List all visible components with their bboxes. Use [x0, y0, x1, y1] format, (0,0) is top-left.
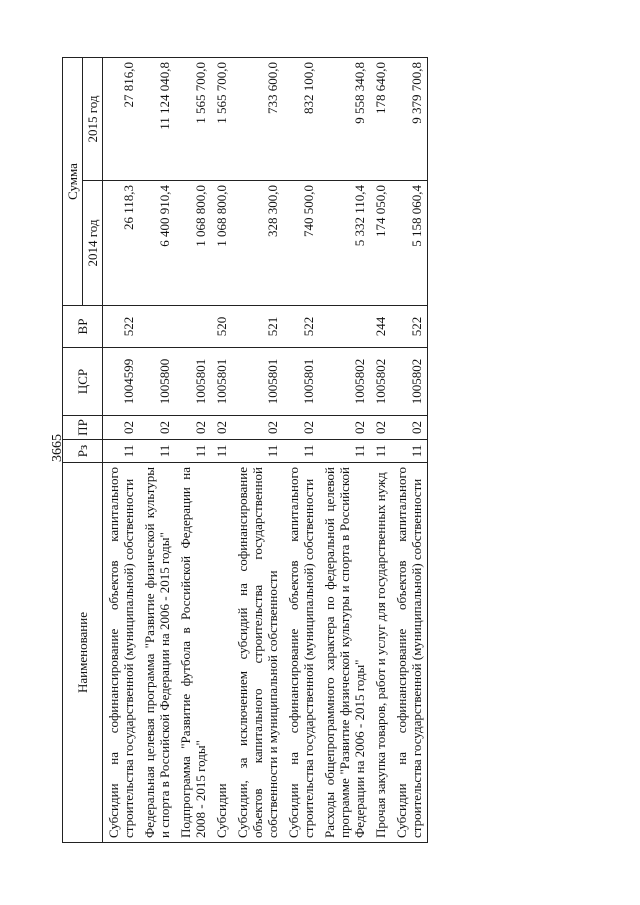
- row-csr: 1005802: [370, 348, 391, 416]
- row-2014: 740 500,0: [283, 181, 319, 306]
- row-vr: [139, 306, 175, 348]
- row-rz: 11: [175, 440, 211, 463]
- row-2015: 11 124 040,8: [139, 58, 175, 181]
- row-2015: 178 640,0: [370, 58, 391, 181]
- row-pr: 02: [283, 416, 319, 440]
- row-2014: 5 332 110,4: [319, 181, 370, 306]
- table-row: [139, 58, 175, 843]
- row-rz: 11: [211, 440, 232, 463]
- row-name: Субсидии на софинансирование объектов капитального строительства государственной (муниципальной) собственности: [283, 463, 319, 843]
- header-2015: 2015 год: [83, 58, 103, 181]
- table-row: [391, 58, 428, 843]
- header-vr: ВР: [63, 306, 103, 348]
- row-2014: 1 068 800,0: [175, 181, 211, 306]
- row-vr: 522: [391, 306, 428, 348]
- row-vr: [319, 306, 370, 348]
- row-2014: 6 400 910,4: [139, 181, 175, 306]
- row-name: Субсидии: [211, 463, 232, 843]
- row-name: Субсидии, за исключением субсидий на софинансирование объектов капитального строительства государственной собственности и муниципальной собственности: [232, 463, 283, 843]
- row-pr: 02: [319, 416, 370, 440]
- row-2015: 9 379 700,8: [391, 58, 428, 181]
- row-vr: 522: [283, 306, 319, 348]
- row-2014: 174 050,0: [370, 181, 391, 306]
- row-rz: 11: [391, 440, 428, 463]
- row-vr: 244: [370, 306, 391, 348]
- page-number: 3665: [50, 434, 65, 462]
- row-csr: 1005802: [319, 348, 370, 416]
- row-vr: 520: [211, 306, 232, 348]
- row-2014: 26 118,3: [103, 181, 140, 306]
- row-pr: 02: [175, 416, 211, 440]
- row-pr: 02: [391, 416, 428, 440]
- header-sum: Сумма: [63, 58, 83, 306]
- row-2015: 832 100,0: [283, 58, 319, 181]
- row-csr: 1005801: [211, 348, 232, 416]
- budget-table: [62, 57, 428, 843]
- rotated-page: [62, 58, 632, 843]
- row-name: Подпрограмма "Развитие футбола в Российской Федерации на 2008 - 2015 годы": [175, 463, 211, 843]
- row-vr: 522: [103, 306, 140, 348]
- row-2014: 328 300,0: [232, 181, 283, 306]
- table-row: [232, 58, 283, 843]
- row-2014: 1 068 800,0: [211, 181, 232, 306]
- table-row: [103, 58, 140, 843]
- row-2015: 27 816,0: [103, 58, 140, 181]
- row-rz: 11: [283, 440, 319, 463]
- header-name: Наименование: [63, 463, 103, 843]
- row-pr: 02: [139, 416, 175, 440]
- row-csr: 1005801: [283, 348, 319, 416]
- row-rz: 11: [319, 440, 370, 463]
- row-vr: [175, 306, 211, 348]
- row-2015: 1 565 700,0: [211, 58, 232, 181]
- row-name: Субсидии на софинансирование объектов капитального строительства государственной (муниципальной) собственности: [391, 463, 428, 843]
- row-rz: 11: [232, 440, 283, 463]
- row-csr: 1004599: [103, 348, 140, 416]
- row-vr: 521: [232, 306, 283, 348]
- header-csr: ЦСР: [63, 348, 103, 416]
- header-rz: Рз: [63, 440, 103, 463]
- row-name: Расходы общепрограммного характера по федеральной целевой программе "Развитие физической культуры и спорта в Российской Федерации на 2006 - 2015 годы": [319, 463, 370, 843]
- row-rz: 11: [103, 440, 140, 463]
- row-csr: 1005800: [139, 348, 175, 416]
- table-row: [211, 58, 232, 843]
- row-rz: 11: [370, 440, 391, 463]
- row-pr: 02: [232, 416, 283, 440]
- row-2015: 1 565 700,0: [175, 58, 211, 181]
- row-pr: 02: [211, 416, 232, 440]
- row-2015: 733 600,0: [232, 58, 283, 181]
- header-pr: ПР: [63, 416, 103, 440]
- table-row: [319, 58, 370, 843]
- row-pr: 02: [103, 416, 140, 440]
- row-csr: 1005801: [175, 348, 211, 416]
- table-row: [283, 58, 319, 843]
- row-rz: 11: [139, 440, 175, 463]
- row-2015: 9 558 340,8: [319, 58, 370, 181]
- row-pr: 02: [370, 416, 391, 440]
- table-row: [175, 58, 211, 843]
- row-name: Федеральная целевая программа "Развитие физической культуры и спорта в Российской Федерации на 2006 - 2015 годы": [139, 463, 175, 843]
- row-2014: 5 158 060,4: [391, 181, 428, 306]
- header-2014: 2014 год: [83, 181, 103, 306]
- row-name: Прочая закупка товаров, работ и услуг для государственных нужд: [370, 463, 391, 843]
- row-csr: 1005801: [232, 348, 283, 416]
- table-row: [370, 58, 391, 843]
- row-name: Субсидии на софинансирование объектов капитального строительства государственной (муниципальной) собственности: [103, 463, 140, 843]
- row-csr: 1005802: [391, 348, 428, 416]
